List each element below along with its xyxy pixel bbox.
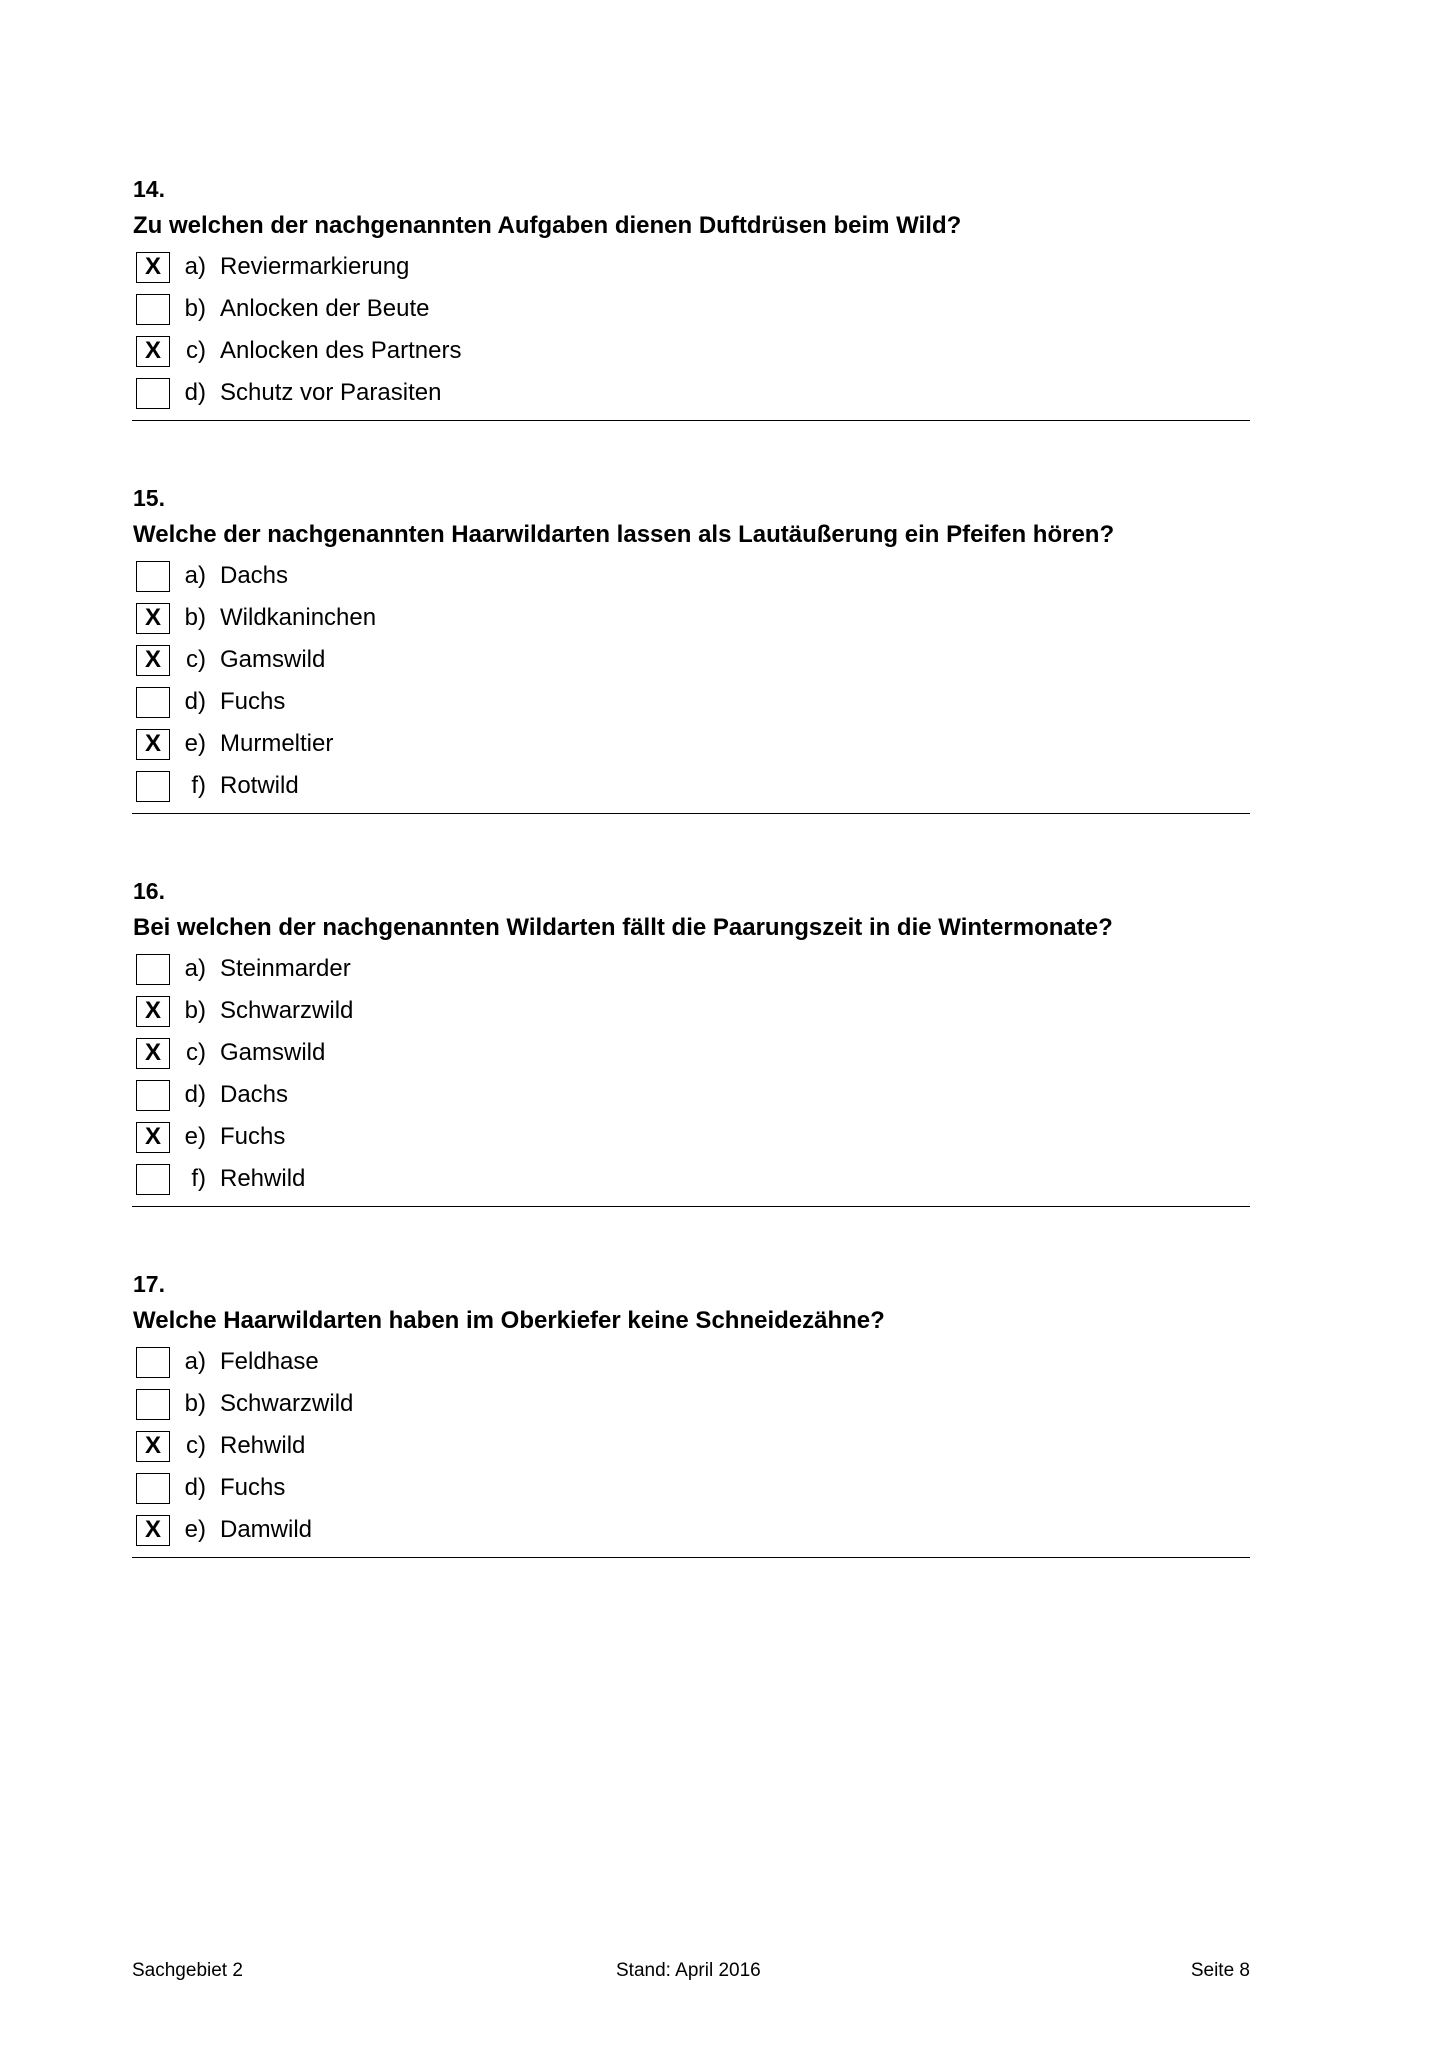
answer-checkbox[interactable]: X <box>136 252 170 283</box>
answer-checkbox[interactable] <box>136 378 170 409</box>
option-letter: e) <box>184 1516 206 1543</box>
answer-checkbox[interactable] <box>136 1473 170 1504</box>
option-c <box>132 639 1250 681</box>
option-label: Wildkaninchen <box>220 604 377 631</box>
answer-checkbox[interactable]: X <box>136 1038 170 1069</box>
option-label: Reviermarkierung <box>220 253 410 280</box>
answer-checkbox[interactable]: X <box>136 603 170 634</box>
option-e <box>132 1116 1250 1158</box>
answer-checkbox[interactable] <box>136 1080 170 1111</box>
question-17 <box>132 1267 1250 1558</box>
answer-checkbox[interactable]: X <box>136 336 170 367</box>
option-c <box>132 330 1250 372</box>
answer-checkbox[interactable] <box>136 687 170 718</box>
option-label: Schutz vor Parasiten <box>220 379 442 406</box>
option-label: Rotwild <box>220 772 299 799</box>
option-label: Dachs <box>220 1081 289 1108</box>
option-e <box>132 1509 1250 1551</box>
option-label: Rehwild <box>220 1432 306 1459</box>
option-a <box>132 1341 1250 1383</box>
option-letter: a) <box>184 562 206 589</box>
option-letter: b) <box>184 1390 206 1417</box>
option-letter: e) <box>184 1123 206 1150</box>
option-label: Schwarzwild <box>220 997 354 1024</box>
answer-checkbox[interactable] <box>136 561 170 592</box>
option-label: Gamswild <box>220 646 326 673</box>
answer-checkbox[interactable]: X <box>136 1122 170 1153</box>
option-f <box>132 765 1250 807</box>
option-a <box>132 246 1250 288</box>
option-letter: d) <box>184 688 206 715</box>
option-letter: c) <box>186 1039 206 1066</box>
answer-checkbox[interactable] <box>136 294 170 325</box>
question-number: 16. <box>133 878 165 904</box>
question-15 <box>132 481 1250 814</box>
option-b <box>132 1383 1250 1425</box>
question-number: 17. <box>133 1271 165 1297</box>
option-letter: c) <box>186 337 206 364</box>
question-list <box>132 172 1250 1618</box>
option-c <box>132 1425 1250 1467</box>
option-label: Rehwild <box>220 1165 306 1192</box>
option-e <box>132 723 1250 765</box>
option-label: Fuchs <box>220 1123 286 1150</box>
option-label: Feldhase <box>220 1348 319 1375</box>
option-letter: a) <box>184 955 206 982</box>
answer-checkbox[interactable] <box>136 1164 170 1195</box>
question-number: 14. <box>133 176 165 202</box>
option-letter: a) <box>184 1348 206 1375</box>
option-letter: d) <box>184 1474 206 1501</box>
option-label: Anlocken des Partners <box>220 337 462 364</box>
answer-checkbox[interactable] <box>136 1347 170 1378</box>
option-f <box>132 1158 1250 1200</box>
option-label: Steinmarder <box>220 955 351 982</box>
option-label: Fuchs <box>220 1474 286 1501</box>
option-letter: d) <box>184 379 206 406</box>
option-label: Schwarzwild <box>220 1390 354 1417</box>
page-footer <box>132 1960 1250 1990</box>
option-letter: d) <box>184 1081 206 1108</box>
answer-checkbox[interactable]: X <box>136 996 170 1027</box>
option-label: Fuchs <box>220 688 286 715</box>
footer-page-number: Seite 8 <box>1190 1960 1250 1981</box>
option-d <box>132 681 1250 723</box>
option-b <box>132 288 1250 330</box>
question-text: Welche Haarwildarten haben im Oberkiefer keine Schneidezähne? <box>133 1307 885 1334</box>
question-text: Welche der nachgenannten Haarwildarten lassen als Lautäußerung ein Pfeifen hören? <box>133 521 1115 548</box>
question-number: 15. <box>133 485 165 511</box>
option-b <box>132 597 1250 639</box>
answer-checkbox[interactable]: X <box>136 1431 170 1462</box>
question-text: Zu welchen der nachgenannten Aufgaben dienen Duftdrüsen beim Wild? <box>133 212 962 239</box>
option-letter: c) <box>186 1432 206 1459</box>
question-14 <box>132 172 1250 421</box>
question-text: Bei welchen der nachgenannten Wildarten fällt die Paarungszeit in die Wintermonate? <box>133 914 1113 941</box>
option-c <box>132 1032 1250 1074</box>
answer-checkbox[interactable]: X <box>136 1515 170 1546</box>
option-a <box>132 948 1250 990</box>
option-b <box>132 990 1250 1032</box>
answer-checkbox[interactable] <box>136 771 170 802</box>
option-d <box>132 372 1250 414</box>
option-letter: f) <box>191 1165 206 1192</box>
option-d <box>132 1467 1250 1509</box>
footer-subject: Sachgebiet 2 <box>132 1960 243 1981</box>
answer-checkbox[interactable]: X <box>136 729 170 760</box>
footer-date: Stand: April 2016 <box>616 1960 761 1981</box>
option-letter: c) <box>186 646 206 673</box>
option-letter: f) <box>191 772 206 799</box>
option-label: Anlocken der Beute <box>220 295 430 322</box>
option-letter: b) <box>184 604 206 631</box>
answer-checkbox[interactable]: X <box>136 645 170 676</box>
option-letter: e) <box>184 730 206 757</box>
answer-checkbox[interactable] <box>136 1389 170 1420</box>
option-label: Dachs <box>220 562 289 589</box>
option-label: Murmeltier <box>220 730 334 757</box>
option-letter: b) <box>184 997 206 1024</box>
option-label: Damwild <box>220 1516 313 1543</box>
option-d <box>132 1074 1250 1116</box>
question-16 <box>132 874 1250 1207</box>
option-label: Gamswild <box>220 1039 326 1066</box>
option-a <box>132 555 1250 597</box>
option-letter: a) <box>184 253 206 280</box>
answer-checkbox[interactable] <box>136 954 170 985</box>
option-letter: b) <box>184 295 206 322</box>
